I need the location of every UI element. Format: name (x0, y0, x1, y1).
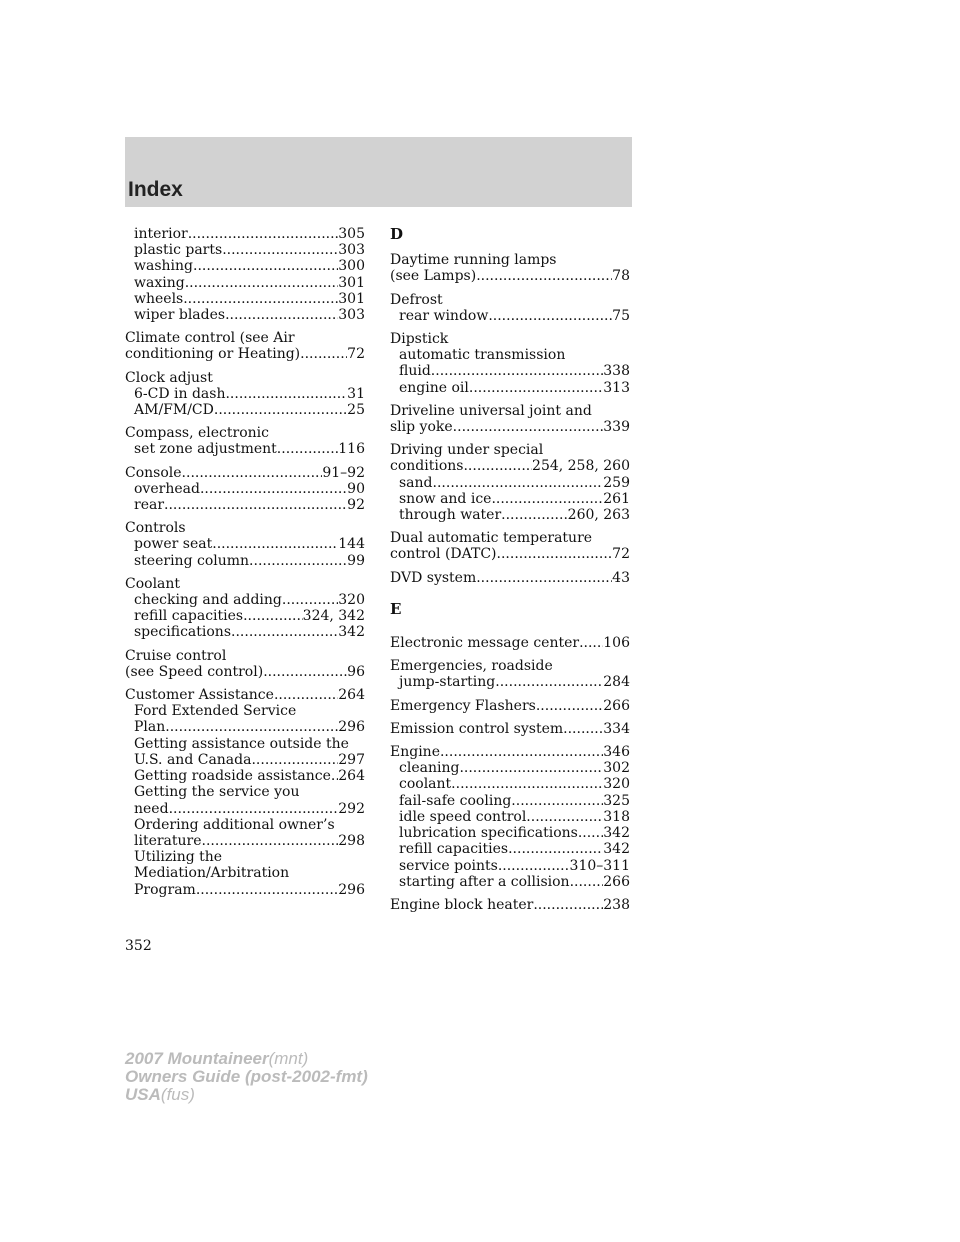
index-column-right (390, 226, 630, 913)
index-entry-page: 320 (603, 776, 630, 793)
leader-dots (476, 268, 612, 284)
leader-dots (185, 275, 339, 291)
index-entry (390, 475, 630, 491)
index-entry (125, 242, 365, 258)
index-entry-page: 342 (338, 624, 365, 641)
index-entry-page: 266 (603, 873, 630, 890)
index-entry-page: 78 (612, 268, 630, 285)
index-entry-label: wiper blades (134, 307, 226, 324)
index-entry (390, 760, 630, 776)
index-heading-line: Climate control (see Air (125, 330, 295, 347)
index-entry-page: 324, 342 (302, 608, 365, 625)
index-entry (125, 226, 365, 242)
index-entry (390, 419, 630, 435)
index-heading-line: automatic transmission (399, 347, 566, 364)
index-entry (390, 776, 630, 792)
footer-model: 2007 Mountaineer (125, 1049, 269, 1068)
index-entry (390, 793, 630, 809)
index-entry-label: Plan (134, 719, 166, 736)
leader-dots (274, 687, 338, 703)
leader-dots (225, 307, 338, 323)
index-entry (125, 882, 365, 898)
index-entry (125, 258, 365, 274)
index-entry (125, 275, 365, 291)
index-entry (390, 744, 630, 760)
leader-dots (222, 242, 338, 258)
index-entry-page: 72 (347, 346, 365, 363)
leader-dots (202, 833, 339, 849)
leader-dots (200, 481, 347, 497)
index-entry-label: refill capacities (134, 608, 244, 625)
index-entry (125, 801, 365, 817)
leader-dots (491, 491, 603, 507)
index-entry-page: 342 (603, 825, 630, 842)
index-entry-label: Electronic message center (390, 635, 580, 652)
index-entry-label: rear (134, 497, 165, 514)
index-entry-page: 296 (338, 719, 365, 736)
index-entry-label: conditioning or Heating) (125, 346, 301, 363)
index-entry (125, 402, 365, 418)
leader-dots (476, 570, 612, 586)
index-entry (125, 307, 365, 323)
leader-dots (579, 635, 603, 651)
index-entry-page: 334 (603, 720, 630, 737)
index-entry-page: 305 (338, 226, 365, 242)
index-entry-label: Emission control system (390, 720, 564, 737)
index-heading-line: Controls (125, 520, 186, 537)
index-entry (390, 809, 630, 825)
index-heading-line: Getting assistance outside the (134, 735, 349, 752)
index-entry-page: 75 (612, 307, 630, 324)
index-entry-label: specifications (134, 624, 232, 641)
leader-dots (249, 553, 347, 569)
footer-guide: Owners Guide (post-2002-fmt) (125, 1067, 368, 1086)
index-entry-page: 254, 258, 260 (532, 458, 630, 475)
leader-dots (231, 624, 338, 640)
index-entry-page: 338 (603, 363, 630, 380)
index-entry-page: 25 (347, 402, 365, 419)
index-entry (125, 441, 365, 457)
header-bar (125, 137, 632, 207)
index-entry-page: 92 (347, 497, 365, 514)
index-entry-label: Customer Assistance (125, 687, 274, 704)
page-number: 352 (125, 938, 152, 954)
index-entry (125, 752, 365, 768)
section-letter: E (390, 599, 402, 618)
leader-dots (263, 664, 347, 680)
index-entry-page: 320 (338, 592, 365, 609)
index-entry-label: washing (134, 258, 193, 275)
index-heading-line: Cruise control (125, 647, 227, 664)
index-entry-label: slip yoke (390, 419, 453, 436)
leader-dots (495, 674, 603, 690)
index-entry (125, 664, 365, 680)
leader-dots (165, 719, 338, 735)
leader-dots (212, 536, 338, 552)
leader-dots (431, 363, 603, 379)
footer-model-code: (mnt) (268, 1049, 309, 1068)
index-entry (125, 291, 365, 307)
index-entry-label: interior (134, 226, 188, 242)
leader-dots (440, 744, 603, 760)
index-entry-label: 6-CD in dash (134, 385, 226, 402)
index-entry (390, 825, 630, 841)
index-entry-label: literature (134, 832, 202, 849)
index-entry-label: sand (399, 474, 433, 491)
index-entry (125, 465, 365, 481)
index-entry (390, 380, 630, 396)
index-entry-label: fluid (399, 363, 431, 380)
leader-dots (570, 874, 604, 890)
index-entry-page: 296 (338, 881, 365, 898)
leader-dots (536, 698, 603, 714)
index-entry-page: 238 (603, 896, 630, 913)
index-entry-label: waxing (134, 274, 185, 291)
index-entry-page: 302 (603, 760, 630, 777)
leader-dots (511, 793, 603, 809)
index-entry-label: overhead (134, 480, 200, 497)
index-entry-page: 303 (338, 307, 365, 324)
index-entry-label: power seat (134, 536, 213, 553)
leader-dots (251, 752, 338, 768)
index-entry (390, 546, 630, 562)
index-entry-label: need (134, 800, 169, 817)
index-entry-page: 342 (603, 841, 630, 858)
index-entry-page: 313 (603, 379, 630, 396)
index-entry (125, 386, 365, 402)
index-entry (390, 458, 630, 474)
index-entry-page: 292 (338, 800, 365, 817)
leader-dots (563, 721, 603, 737)
leader-dots (183, 291, 338, 307)
leader-dots (196, 882, 338, 898)
index-entry-label: service points (399, 857, 498, 874)
index-entry-label: jump-starting (399, 674, 496, 691)
index-entry-label: rear window (399, 307, 489, 324)
index-entry (390, 507, 630, 523)
index-entry-page: 264 (338, 687, 365, 704)
index-entry-label: coolant (399, 776, 452, 793)
leader-dots (451, 776, 603, 792)
index-entry-label: fail-safe cooling (399, 792, 512, 809)
index-entry (390, 841, 630, 857)
leader-dots (433, 475, 604, 491)
index-heading-line: Dual automatic temperature (390, 530, 593, 547)
index-entry-label: Emergency Flashers (390, 697, 536, 714)
index-entry-page: 144 (338, 536, 365, 553)
index-entry (390, 635, 630, 651)
index-entry-page: 346 (603, 744, 630, 761)
index-entry-page: 261 (603, 490, 630, 507)
leader-dots (488, 308, 612, 324)
index-entry-label: AM/FM/CD (134, 402, 214, 419)
index-heading-line: Defrost (390, 291, 443, 308)
leader-dots (463, 458, 532, 474)
leader-dots (526, 809, 603, 825)
index-entry-label: refill capacities (399, 841, 509, 858)
index-entry-label: cleaning (399, 760, 460, 777)
index-entry-page: 99 (347, 552, 365, 569)
index-entry-page: 310–311 (569, 857, 630, 874)
index-entry (390, 491, 630, 507)
leader-dots (331, 768, 338, 784)
footer-region-code: (fus) (160, 1085, 195, 1104)
index-entry-label: conditions (390, 458, 464, 475)
index-entry (390, 721, 630, 737)
index-entry (125, 833, 365, 849)
index-column-left (125, 226, 365, 898)
page-title: Index (128, 178, 183, 201)
index-entry-label: Engine block heater (390, 896, 534, 913)
index-heading-line: Mediation/Arbitration (134, 865, 290, 882)
leader-dots (243, 608, 303, 624)
leader-dots (453, 419, 604, 435)
index-entry (125, 481, 365, 497)
index-entry-label: snow and ice (399, 490, 492, 507)
index-entry-label: idle speed control (399, 808, 527, 825)
index-entry-label: engine oil (399, 379, 469, 396)
index-heading-line: Daytime running lamps (390, 252, 557, 269)
index-entry (390, 268, 630, 284)
index-heading-line: Dipstick (390, 331, 449, 348)
index-heading-line: Coolant (125, 575, 181, 592)
footer-watermark (125, 1050, 368, 1104)
index-entry-label: control (DATC) (390, 546, 497, 563)
index-entry (125, 768, 365, 784)
leader-dots (169, 801, 339, 817)
index-entry (125, 346, 365, 362)
leader-dots (225, 386, 347, 402)
index-entry-label: set zone adjustment (134, 441, 277, 458)
leader-dots (277, 441, 338, 457)
index-entry-label: plastic parts (134, 242, 223, 259)
index-entry (125, 624, 365, 640)
index-entry-page: 116 (338, 441, 365, 458)
index-entry-page: 91–92 (322, 464, 365, 481)
index-entry (125, 592, 365, 608)
leader-dots (508, 841, 603, 857)
index-entry (125, 497, 365, 513)
index-entry-label: through water (399, 507, 502, 524)
index-entry (125, 608, 365, 624)
index-entry-page: 96 (347, 663, 365, 680)
leader-dots (214, 402, 347, 418)
footer-region: USA (125, 1085, 161, 1104)
index-entry-page: 106 (603, 635, 630, 652)
index-entry-page: 90 (347, 480, 365, 497)
leader-dots (533, 897, 603, 913)
index-heading-line: Ford Extended Service (134, 703, 297, 720)
index-entry-page: 260, 263 (567, 507, 630, 524)
index-entry-page: 339 (603, 419, 630, 436)
leader-dots (578, 825, 603, 841)
index-heading-line: Clock adjust (125, 369, 213, 386)
leader-dots (193, 258, 338, 274)
index-entry (390, 674, 630, 690)
index-entry (390, 363, 630, 379)
index-entry-page: 298 (338, 832, 365, 849)
index-heading-line: Emergencies, roadside (390, 658, 553, 675)
index-heading-line: Getting the service you (134, 784, 300, 801)
index-entry-page: 264 (338, 768, 365, 785)
index-entry (125, 536, 365, 552)
index-entry-page: 284 (603, 674, 630, 691)
index-entry (125, 719, 365, 735)
index-entry-page: 259 (603, 474, 630, 491)
index-heading-line: Compass, electronic (125, 425, 269, 442)
leader-dots (498, 858, 570, 874)
index-entry-page: 301 (338, 290, 365, 307)
index-heading-line: Ordering additional owner’s (134, 816, 335, 833)
leader-dots (300, 346, 347, 362)
index-entry-page: 318 (603, 808, 630, 825)
index-entry-page: 325 (603, 792, 630, 809)
index-entry-page: 301 (338, 274, 365, 291)
leader-dots (501, 507, 568, 523)
index-entry-label: steering column (134, 552, 250, 569)
index-entry (390, 858, 630, 874)
index-entry-page: 300 (338, 258, 365, 275)
index-entry-label: lubrication specifications (399, 825, 578, 842)
index-entry-page: 31 (347, 385, 365, 402)
index-entry-label: Engine (390, 744, 440, 761)
index-entry-page: 266 (603, 697, 630, 714)
leader-dots (497, 546, 613, 562)
index-entry (125, 687, 365, 703)
section-letter: D (390, 225, 404, 243)
index-entry-label: starting after a collision (399, 873, 570, 890)
index-entry-label: Getting roadside assistance (134, 768, 331, 785)
index-entry (390, 570, 630, 586)
index-entry-label: U.S. and Canada (134, 751, 252, 768)
index-entry-label: (see Lamps) (390, 268, 477, 285)
leader-dots (188, 226, 339, 242)
index-entry (390, 698, 630, 714)
index-entry (125, 553, 365, 569)
index-entry-label: wheels (134, 290, 184, 307)
index-heading-line: Driving under special (390, 442, 544, 459)
leader-dots (164, 497, 347, 513)
index-heading-line: Driveline universal joint and (390, 402, 592, 419)
index-entry (390, 897, 630, 913)
index-entry-label: (see Speed control) (125, 663, 264, 680)
leader-dots (459, 760, 603, 776)
leader-dots (469, 380, 603, 396)
index-entry-page: 297 (338, 751, 365, 768)
index-entry-label: checking and adding (134, 592, 282, 609)
index-entry-page: 303 (338, 242, 365, 259)
leader-dots (282, 592, 338, 608)
index-entry-label: Program (134, 881, 196, 898)
leader-dots (182, 465, 323, 481)
index-entry-page: 72 (612, 546, 630, 563)
index-entry-page: 43 (612, 569, 630, 586)
index-entry (390, 874, 630, 890)
index-entry-label: Console (125, 464, 182, 481)
index-entry (390, 308, 630, 324)
index-entry-label: DVD system (390, 569, 477, 586)
index-heading-line: Utilizing the (134, 849, 223, 866)
